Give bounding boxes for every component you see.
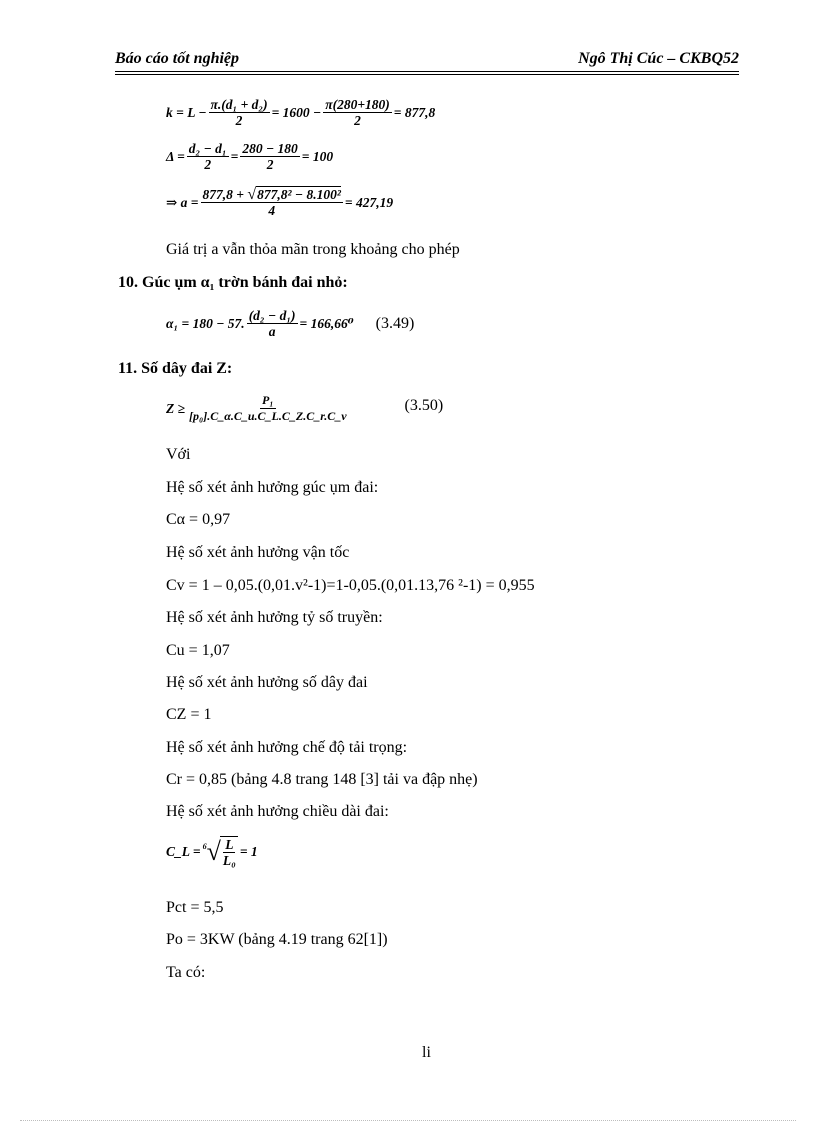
coef-u-value: Cu = 1,07 <box>166 642 230 659</box>
formula-z <box>166 393 443 424</box>
note-a: Giá trị a vẫn thỏa mãn trong khoảng cho phép <box>166 241 460 258</box>
formula-delta-result: = 100 <box>301 148 334 164</box>
formula-alpha-frac <box>247 308 298 339</box>
coef-v-value: Cv = 1 – 0,05.(0,01.v²-1)=1-0,05.(0,01.13,76 ²-1) = 0,955 <box>166 577 535 594</box>
formula-delta-frac1-den: 2 <box>204 157 212 172</box>
formula-alpha-ref: (3.49) <box>375 314 415 332</box>
header-right: Ngô Thị Cúc – CKBQ52 <box>578 50 739 67</box>
formula-alpha-result: = 166,66⁰ <box>299 315 354 331</box>
formula-delta-frac2 <box>240 141 299 172</box>
coef-v-heading: Hệ số xét ảnh hưởng vận tốc <box>166 544 350 561</box>
formula-a-frac <box>201 187 343 218</box>
formula-k-mid: = 1600 − <box>271 104 322 120</box>
formula-cl-frac <box>220 836 238 868</box>
formula-cl <box>166 836 258 868</box>
formula-a-num-sqrt: 877,8² − 8.100² <box>257 187 341 202</box>
page-bottom-border <box>20 1120 796 1121</box>
formula-z-ref: (3.50) <box>404 397 444 414</box>
po-value: Po = 3KW (bảng 4.19 trang 62[1]) <box>166 931 388 948</box>
formula-cl-lhs: C_L = <box>166 844 201 859</box>
formula-a-num <box>201 187 343 203</box>
section-10-heading: 10. Gúc ụm α₁ trờn bánh đai nhỏ: <box>118 274 348 291</box>
formula-z-den: [p₀].C_α.C_u.C_L.C_Z.C_r.C_v <box>189 409 347 423</box>
coef-alpha-heading: Hệ số xét ảnh hưởng gúc ụm đai: <box>166 479 379 496</box>
formula-k <box>166 97 435 128</box>
formula-cl-result: = 1 <box>239 844 258 859</box>
formula-k-frac2-den: 2 <box>354 113 361 128</box>
coef-z-heading: Hệ số xét ảnh hưởng số dây đai <box>166 674 368 691</box>
coef-r-heading: Hệ số xét ảnh hưởng chế độ tải trọng: <box>166 739 408 756</box>
formula-delta-frac2-num: 280 − 180 <box>242 141 298 156</box>
header-left: Báo cáo tốt nghiệp <box>115 50 240 67</box>
formula-delta-eq: = <box>230 148 239 164</box>
formula-delta-frac2-den: 2 <box>266 157 274 172</box>
coef-alpha-value: Cα = 0,97 <box>166 511 231 528</box>
formula-alpha <box>166 308 414 339</box>
formula-k-frac1 <box>209 97 270 128</box>
page-number: li <box>422 1044 431 1061</box>
coef-u-heading: Hệ số xét ảnh hưởng tỷ số truyền: <box>166 609 383 626</box>
formula-cl-num: L <box>225 837 234 852</box>
formula-a <box>166 187 393 218</box>
pct-value: Pct = 5,5 <box>166 899 224 916</box>
formula-alpha-lhs: α₁ = 180 − 57. <box>166 315 245 331</box>
header-rule-bottom <box>115 74 739 75</box>
header-rule-top <box>115 71 739 72</box>
formula-a-result: = 427,19 <box>344 194 394 210</box>
formula-k-frac1-num: π.(d₁ + d₂) <box>210 97 268 112</box>
formula-z-lhs: Z ≥ <box>166 400 186 416</box>
formula-k-frac1-den: 2 <box>235 113 243 128</box>
formula-delta <box>166 141 333 172</box>
coef-r-value: Cr = 0,85 (bảng 4.8 trang 148 [3] tải va đập nhẹ) <box>166 771 478 788</box>
formula-delta-lhs: Δ = <box>166 148 185 164</box>
section-11-heading: 11. Số dây đai Z: <box>118 360 233 377</box>
voi-label: Với <box>166 446 191 463</box>
formula-k-frac2 <box>323 97 392 128</box>
formula-z-frac <box>187 393 349 424</box>
ta-co: Ta có: <box>166 964 206 981</box>
formula-a-num-left: 877,8 + <box>202 187 244 202</box>
formula-delta-frac1-num: d₂ − d₁ <box>188 141 227 156</box>
formula-delta-frac1 <box>187 141 229 172</box>
formula-k-result: = 877,8 <box>393 104 436 120</box>
formula-a-den: 4 <box>268 203 276 218</box>
formula-cl-den: L₀ <box>222 853 236 868</box>
formula-alpha-den: a <box>268 324 276 339</box>
sqrt-symbol: √ <box>206 837 221 866</box>
formula-k-frac2-num: π(280+180) <box>325 97 390 112</box>
formula-alpha-num: (d₂ − d₁) <box>248 308 296 323</box>
formula-a-lhs: ⇒ a = <box>166 194 199 210</box>
coef-z-value: CZ = 1 <box>166 706 212 723</box>
formula-cl-root-index: 6 <box>202 842 207 851</box>
formula-k-lhs: k = L − <box>166 104 207 120</box>
coef-l-heading: Hệ số xét ảnh hưởng chiều dài đai: <box>166 803 389 820</box>
formula-z-num: P₁ <box>262 393 274 407</box>
sqrt-symbol: √ <box>247 186 257 203</box>
